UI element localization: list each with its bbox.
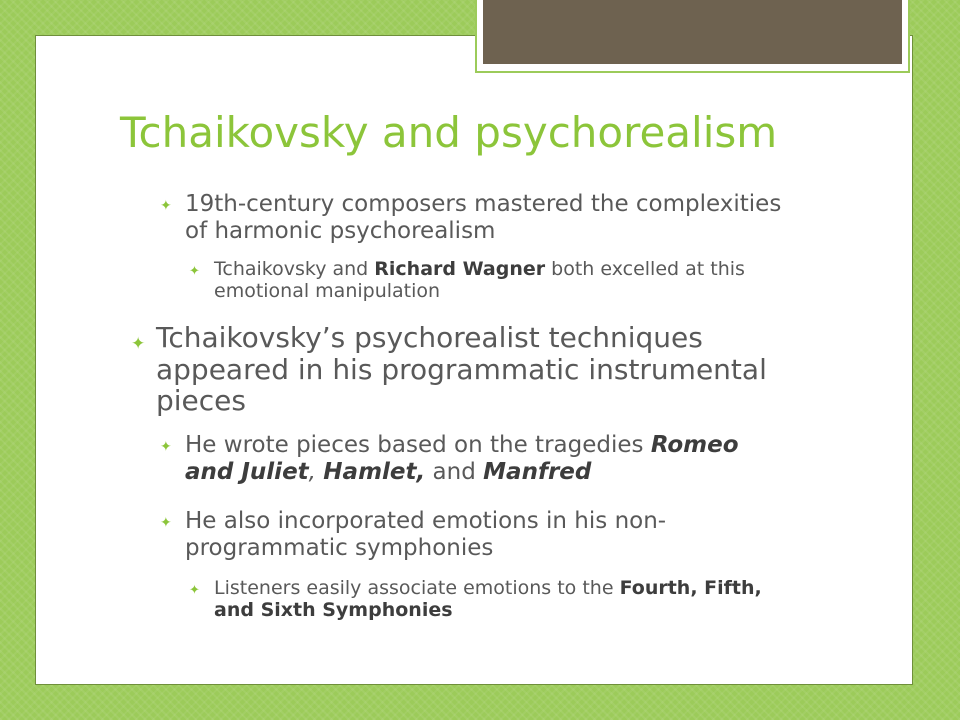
diamond-bullet-icon: ✦ xyxy=(189,264,200,279)
diamond-bullet-icon: ✦ xyxy=(160,515,172,531)
bullet-text: He wrote pieces based on the tragedies Romeo and Juliet, Hamlet, and Manfred xyxy=(185,432,739,485)
diamond-bullet-icon: ✦ xyxy=(131,334,146,354)
bullet-text: 19th-century composers mastered the complexities of harmonic psychorealism xyxy=(185,191,782,244)
bullet-text: He also incorporated emotions in his non-programmatic symphonies xyxy=(185,508,667,561)
slide-title: Tchaikovsky and psychorealism xyxy=(120,108,778,157)
diamond-bullet-icon: ✦ xyxy=(160,198,172,214)
bullet-text: Tchaikovsky’s psychorealist techniques appeared in his programmatic instrumental pieces xyxy=(156,321,767,418)
title-tab xyxy=(483,0,902,64)
bullet-text: Tchaikovsky and Richard Wagner both excelled at this emotional manipulation xyxy=(214,258,745,303)
diamond-bullet-icon: ✦ xyxy=(189,583,200,598)
diamond-bullet-icon: ✦ xyxy=(160,439,172,455)
bullet-text: Listeners easily associate emotions to the Fourth, Fifth, and Sixth Symphonies xyxy=(214,577,762,622)
